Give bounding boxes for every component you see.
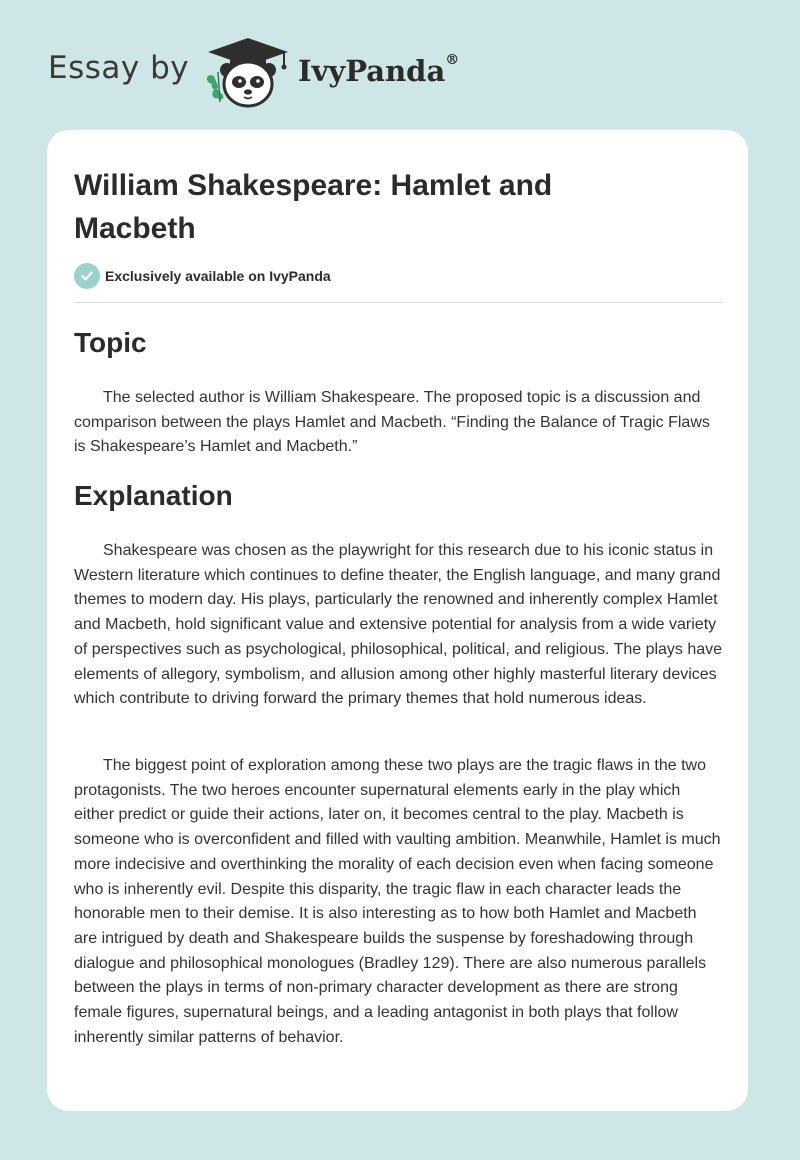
- brand-name[interactable]: [298, 54, 459, 88]
- panda-graduate-logo-icon[interactable]: [200, 36, 296, 108]
- section-heading-explanation: Explanation: [74, 480, 233, 511]
- paragraph-explanation-2: The biggest point of exploration among these two plays are the tragic flaws in the two protagonists. The two heroes encounter supernatural elements early in the play which either predict or guide their actions, later on, it becomes central to the play. Macbeth is someone who is overconfident and filled with vaulting ambition. Meanwhile, Hamlet is much more indecisive and overthinking the morality of each decision even when facing someone who is inherently evil. Despite this disparity, the tragic flaw in each character leads the honorable men to their demise. It is also interesting as to how both Hamlet and Macbeth are intrigued by death and Shakespeare builds the suspense by foreshadowing through dialogue and philosophical monologues (Bradley 129). There are also numerous parallels between the plays in terms of non-primary character development as there are strong female figures, supernatural beings, and a leading antagonist in both plays that follow inherently similar patterns of behavior.: [74, 757, 721, 1046]
- paragraph-topic: The selected author is William Shakespeare. The proposed topic is a discussion and comparison between the plays Hamlet and Macbeth. “Finding the Balance of Tragic Flaws is Shakespeare’s Hamlet and Macbeth.”: [74, 389, 710, 456]
- essay-by-label: Essay by: [48, 50, 190, 86]
- brand-name-text: IvyPanda: [298, 54, 446, 88]
- registered-mark: ®: [445, 52, 460, 68]
- essay-card: [47, 130, 748, 1111]
- divider: [74, 302, 723, 303]
- essay-title: William Shakespeare: Hamlet and Macbeth: [74, 169, 553, 245]
- paragraph-explanation-1: Shakespeare was chosen as the playwright for this research due to his iconic status in Western literature which continues to define theater, the English language, and many grand themes to modern day. His plays, particularly the renowned and inherently complex Hamlet and Macbeth, hold significant value and extensive potential for analysis from a wide variety of perspectives such as psychological, philosophical, political, and religious. The plays have elements of allegory, symbolism, and allusion among other highly masterful literary devices which contribute to driving forward the primary themes that hold numerous ideas.: [74, 542, 723, 708]
- exclusive-badge: [74, 262, 331, 290]
- check-icon: [74, 263, 100, 289]
- exclusive-text: Exclusively available on IvyPanda: [105, 268, 331, 284]
- site-header: [0, 0, 800, 120]
- section-heading-topic: Topic: [74, 327, 147, 358]
